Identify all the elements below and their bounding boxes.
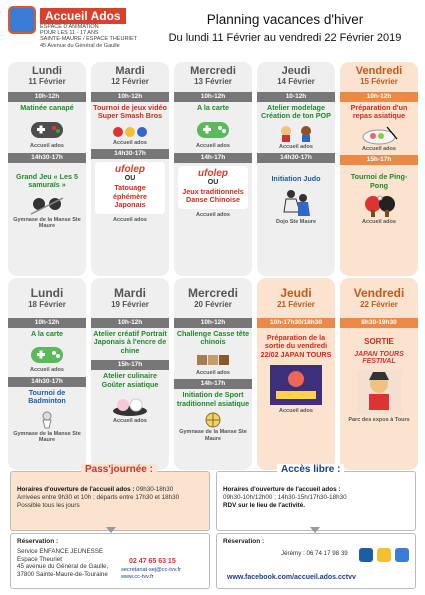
activity-morning: Tournoi de jeux vidéo Super Smash Bros	[93, 103, 167, 121]
activity-afternoon: Initiation de Sport traditionnel asiatique	[176, 390, 250, 408]
day-column-jeudi-14: Jeudi 14 Février 10-12h Atelier modelage Création de ton POP Accueil ados 14h30-17h Initiation Judo Dojo Ste Maure	[257, 62, 335, 276]
sepak-ball-icon	[193, 412, 233, 428]
mochi-icon	[110, 393, 150, 417]
logo-subtitle: ESPACE D'ANIMATION POUR LES 11 - 17 ANS SAINTE-MAURE / ESPACE THEURIET 45 Avenue du Général de Gaulle	[40, 24, 137, 49]
activity-morning: Préparation d'un repas asiatique	[350, 103, 408, 121]
reservation-box-jeremy: Réservation : Jérémy : 06 74 17 98 39 www.facebook.com/accueil.ados.cctvv	[216, 533, 416, 589]
acces-libre-box: Accès libre : Horaires d'ouverture de l'accueil ados : 09h30-10h/12h00 ; 14h30-15h/17h30-18h30 RDV sur le lieu de l'activité.	[216, 471, 416, 531]
day-column-mercredi-13: Mercredi 13 Février 10h-12h A la carte Accueil ados 14h-17h ufolep OU Jeux traditionnels Danse Chinoise Accueil ados	[174, 62, 252, 276]
pass-journee-heading: Pass'journée :	[81, 464, 157, 475]
activity-afternoon: Tournoi de Badminton	[28, 387, 66, 406]
accueil-ados-logo	[8, 6, 148, 54]
day-column-lundi-11: Lundi 11 Février 10h-12h Matinée canapé Accueil ados 14h30-17h Grand Jeu « Les 5 samuraïs » Gymnase de la Manse Ste Maure	[8, 62, 86, 276]
day-column-lundi-18: Lundi 18 Février 10h-12h A la carte Accueil ados 14h30-17h Tournoi de Badminton Gymnase de la Manse Ste Maure	[8, 278, 86, 470]
activity-afternoon: Atelier culinaire Goûter asiatique	[101, 371, 159, 389]
asian-meal-icon	[359, 125, 399, 145]
logo-name: Accueil Ados	[40, 8, 126, 24]
japan-tours-festival-logo: JAPAN TOURS FESTIVAL	[354, 351, 404, 366]
ufolep-logo: ufolep	[198, 167, 228, 179]
activity-morning: Challenge Casse tête chinois	[176, 329, 250, 347]
week-1-grid	[8, 62, 418, 276]
activity-morning: Matinée canapé	[20, 103, 74, 112]
acces-libre-heading: Accès libre :	[277, 464, 344, 475]
email-link[interactable]: secretariat-sej@cc-tvv.fr	[121, 567, 181, 573]
gamepad-icon	[193, 116, 233, 142]
partner-logo-icon	[395, 548, 409, 562]
cc-tvv-logo-icon	[359, 548, 373, 562]
pass-journee-box: Pass'journée : Horaires d'ouverture de l'accueil ados : 09h30-18h30 Arrivées entre 9h30 et 10h ; départs entre 17h30 et 18h30 Possible tous les jours	[10, 471, 210, 531]
activity-outing: SORTIE	[364, 337, 394, 346]
activity-morning: Atelier créatif Portrait Japonais à l'encre de chine	[93, 329, 167, 355]
pop-figures-icon	[276, 125, 316, 143]
activity-morning: Préparation de la sortie du vendredi 22/02 JAPAN TOURS	[260, 333, 332, 359]
day-column-jeudi-21: Jeudi 21 Février 10h-17h30/18h30 Préparation de la sortie du vendredi 22/02 JAPAN TOURS Accueil ados	[257, 278, 335, 470]
activity-afternoon: Jeux traditionnels Danse Chinoise	[182, 186, 244, 205]
activity-afternoon: Initiation Judo	[271, 174, 321, 184]
day-column-vendredi-15: Vendredi 15 Février 10h-12h Préparation d'un repas asiatique Accueil ados 15h-17h Tournoi de Ping-Pong Accueil ados	[340, 62, 418, 276]
page-subtitle: Du lundi 11 Février au vendredi 22 Février 2019	[168, 32, 402, 44]
ufolep-logo: ufolep	[115, 164, 145, 176]
badminton-icon	[27, 410, 67, 430]
judo-icon	[276, 188, 316, 218]
activity-afternoon: Tournoi de Ping-Pong	[350, 172, 408, 190]
day-column-mardi-12: Mardi 12 Février 10h-12h Tournoi de jeux vidéo Super Smash Bros Accueil ados 14h30-17h ufolep OU Tatouage éphémère Japonais Accueil ados	[91, 62, 169, 276]
contact-jeremy: Jérémy : 06 74 17 98 39	[281, 550, 348, 557]
manga-character-icon	[355, 368, 403, 416]
smash-bros-icon	[110, 125, 150, 139]
logo-icon	[8, 6, 36, 34]
facebook-link[interactable]: www.facebook.com/accueil.ados.cctvv	[227, 574, 356, 581]
page-title: Planning vacances d'hiver	[206, 12, 364, 27]
samurai-icon	[27, 194, 67, 216]
activity-morning: A la carte	[30, 329, 64, 338]
japan-tours-poster-icon	[268, 363, 324, 407]
gamepad-icon	[27, 116, 67, 142]
day-column-vendredi-22: Vendredi 22 Février 8h30-19h30 SORTIE JAPAN TOURS FESTIVAL Parc des expos à Tours	[340, 278, 418, 470]
gamepad-icon	[27, 342, 67, 366]
day-column-mercredi-20: Mercredi 20 Février 10h-12h Challenge Casse tête chinois Accueil ados 14h-17h Initiation de Sport traditionnel asiatique Gymnase de la Manse Ste Maure	[174, 278, 252, 470]
caf-logo-icon	[377, 548, 391, 562]
website-link[interactable]: www.cc-tvv.fr	[121, 574, 154, 580]
activity-morning: A la carte	[196, 103, 230, 112]
ping-pong-icon	[359, 194, 399, 218]
activity-afternoon: Grand Jeu « Les 5 samuraïs »	[16, 171, 78, 190]
activity-morning: Atelier modelage Création de ton POP	[261, 103, 331, 121]
time-bar: 10h-12h	[8, 92, 86, 102]
day-header: Lundi 11 Février	[28, 65, 66, 86]
activity-afternoon: Tatouage éphémère Japonais	[113, 183, 147, 210]
phone-number: 02 47 65 63 15	[129, 558, 176, 565]
reservation-box-service: Réservation : Service ENFANCE JEUNESSE Espace Theuriet 45 avenue du Général de Gaulle, 37800 Sainte-Maure-de-Touraine 02 47 65 63 15 secretariat-sej@cc-tvv.fr www.cc-tvv.fr	[10, 533, 210, 589]
time-bar: 14h30-17h	[8, 153, 86, 163]
week-2-grid	[8, 278, 418, 470]
day-column-mardi-19: Mardi 19 Février 10h-12h Atelier créatif Portrait Japonais à l'encre de chine 15h-17h Atelier culinaire Goûter asiatique Accueil ados	[91, 278, 169, 470]
puzzle-icon	[193, 351, 233, 369]
